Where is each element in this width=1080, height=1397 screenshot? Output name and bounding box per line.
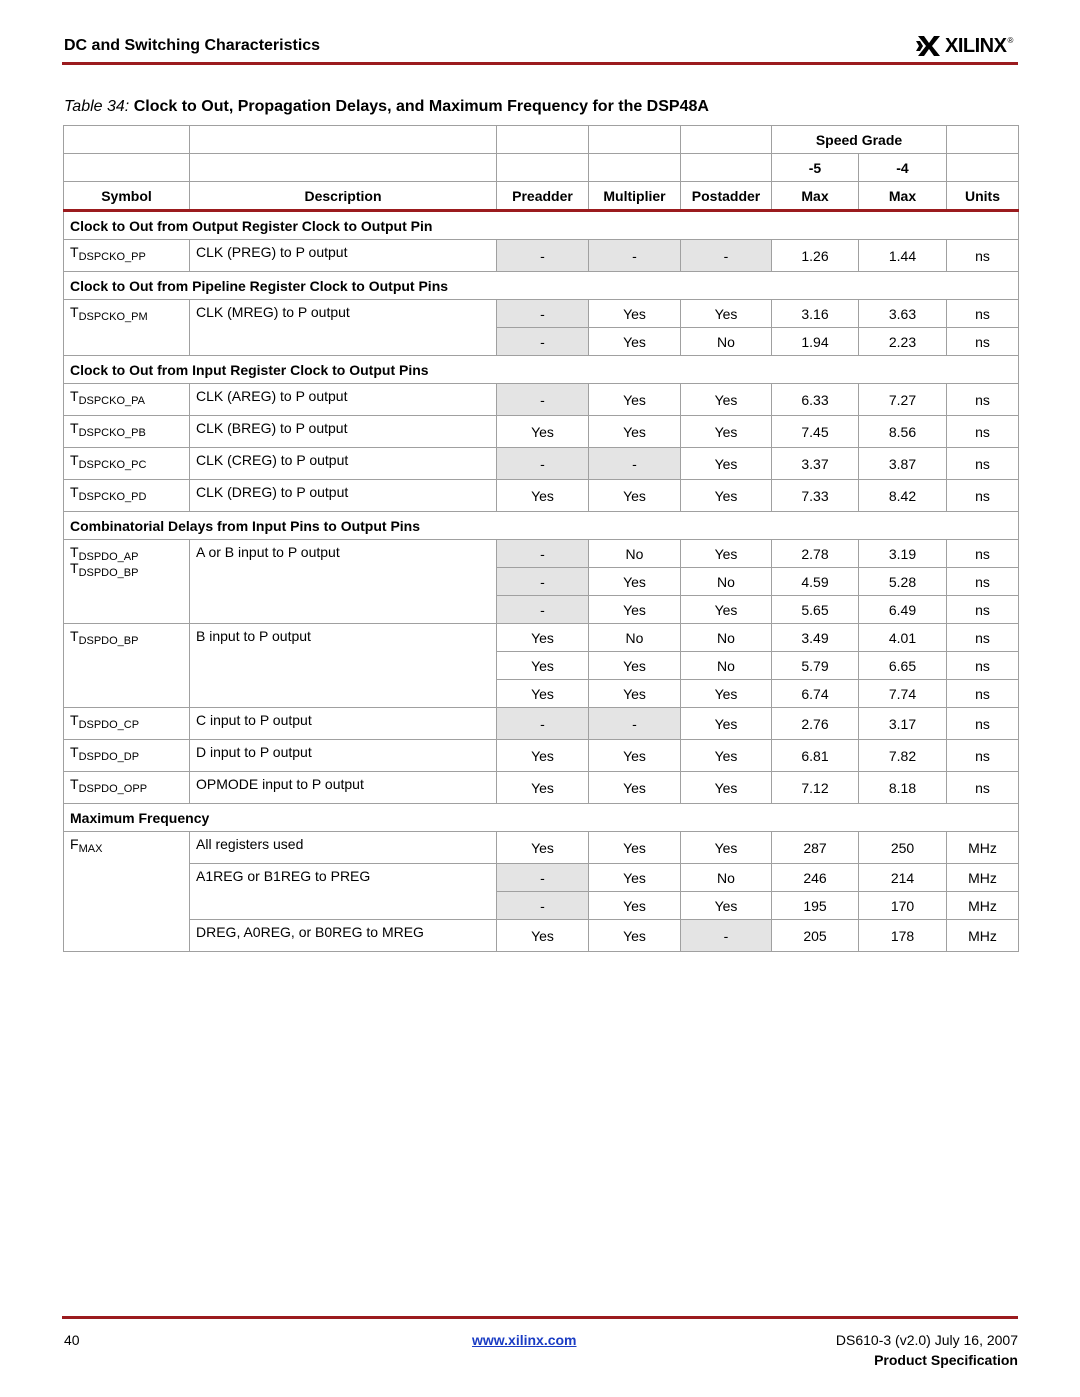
preadder-cell: Yes [497, 480, 589, 512]
description-cell: CLK (MREG) to P output [190, 300, 497, 356]
description-cell: OPMODE input to P output [190, 772, 497, 804]
section-title: Maximum Frequency [64, 804, 1019, 832]
table-row [64, 540, 1019, 568]
table-row [64, 772, 1019, 804]
section-title: Clock to Out from Pipeline Register Clock to Output Pins [64, 272, 1019, 300]
section-row [64, 211, 1019, 240]
max-5-cell: 1.94 [772, 328, 859, 356]
postadder-header: Postadder [681, 182, 772, 211]
page-number: 40 [64, 1332, 80, 1348]
multiplier-cell: Yes [589, 652, 681, 680]
units-cell: ns [947, 540, 1019, 568]
symbol-subscript: DSPCKO_PC [78, 459, 147, 471]
description-cell: CLK (DREG) to P output [190, 480, 497, 512]
preadder-cell: Yes [497, 772, 589, 804]
symbol-subscript: MAX [78, 843, 103, 855]
symbol-letter: T [70, 244, 79, 260]
multiplier-cell: No [589, 624, 681, 652]
max-5-cell: 4.59 [772, 568, 859, 596]
max-5-cell: 5.79 [772, 652, 859, 680]
symbol-letter: T [70, 544, 79, 560]
preadder-cell: - [497, 596, 589, 624]
symbol-subscript: DSPCKO_PA [78, 395, 145, 407]
multiplier-cell: Yes [589, 772, 681, 804]
max-5-cell: 6.33 [772, 384, 859, 416]
postadder-cell: Yes [681, 480, 772, 512]
symbol-header: Symbol [64, 182, 190, 211]
symbol-letter: T [70, 628, 79, 644]
units-cell: ns [947, 416, 1019, 448]
section-title: Clock to Out from Output Register Clock to Output Pin [64, 211, 1019, 240]
symbol-subscript: DSPCKO_PD [78, 491, 147, 503]
max-4-cell: 2.23 [859, 328, 947, 356]
max-4-header: Max [859, 182, 947, 211]
max-4-cell: 214 [859, 864, 947, 892]
postadder-cell: Yes [681, 448, 772, 480]
multiplier-cell: Yes [589, 384, 681, 416]
description-cell: CLK (PREG) to P output [190, 240, 497, 272]
symbol-subscript: DSPDO_OPP [78, 783, 148, 795]
preadder-cell: - [497, 384, 589, 416]
units-cell: ns [947, 740, 1019, 772]
max-4-cell: 8.42 [859, 480, 947, 512]
max-4-cell: 7.82 [859, 740, 947, 772]
speed-grade-header: Speed Grade [772, 126, 947, 154]
units-cell: ns [947, 328, 1019, 356]
max-4-cell: 3.87 [859, 448, 947, 480]
symbol-cell [64, 832, 190, 952]
header-row-speed-grade [64, 126, 1019, 154]
units-cell: ns [947, 680, 1019, 708]
preadder-header: Preadder [497, 182, 589, 211]
preadder-cell: - [497, 240, 589, 272]
multiplier-header: Multiplier [589, 182, 681, 211]
postadder-cell: No [681, 624, 772, 652]
max-5-cell: 246 [772, 864, 859, 892]
units-cell: MHz [947, 864, 1019, 892]
multiplier-cell: Yes [589, 892, 681, 920]
units-cell: MHz [947, 832, 1019, 864]
table-row [64, 240, 1019, 272]
multiplier-cell: Yes [589, 864, 681, 892]
symbol-letter: T [70, 420, 79, 436]
table-row [64, 624, 1019, 652]
multiplier-cell: Yes [589, 596, 681, 624]
multiplier-cell: Yes [589, 832, 681, 864]
units-cell: ns [947, 300, 1019, 328]
table-body [64, 211, 1019, 952]
symbol-subscript: DSPDO_BP [78, 635, 139, 647]
postadder-cell: Yes [681, 892, 772, 920]
logo-wordmark: XILINX [945, 34, 1007, 57]
symbol-letter: T [70, 484, 79, 500]
header-rule [62, 62, 1018, 65]
multiplier-cell: Yes [589, 920, 681, 952]
postadder-cell: No [681, 328, 772, 356]
table-row [64, 480, 1019, 512]
symbol-letter: T [70, 776, 79, 792]
registered-mark: ® [1007, 35, 1014, 45]
preadder-cell: - [497, 708, 589, 740]
description-cell: DREG, A0REG, or B0REG to MREG [190, 920, 497, 952]
multiplier-cell: Yes [589, 300, 681, 328]
max-5-cell: 7.33 [772, 480, 859, 512]
max-5-cell: 3.37 [772, 448, 859, 480]
preadder-cell: - [497, 448, 589, 480]
symbol-subscript: DSPDO_CP [78, 719, 140, 731]
description-cell: CLK (BREG) to P output [190, 416, 497, 448]
postadder-cell: Yes [681, 540, 772, 568]
units-cell: ns [947, 624, 1019, 652]
description-cell: CLK (AREG) to P output [190, 384, 497, 416]
multiplier-cell: Yes [589, 740, 681, 772]
xilinx-logo [916, 33, 1013, 59]
units-cell: ns [947, 480, 1019, 512]
symbol-cell [64, 240, 190, 272]
units-cell: MHz [947, 892, 1019, 920]
max-4-cell: 4.01 [859, 624, 947, 652]
product-specification-label: Product Specification [874, 1352, 1018, 1368]
max-4-cell: 3.63 [859, 300, 947, 328]
preadder-cell: Yes [497, 920, 589, 952]
max-4-cell: 1.44 [859, 240, 947, 272]
symbol-subscript: DSPDO_AP [78, 551, 139, 563]
grade-4-header: -4 [859, 154, 947, 182]
max-5-cell: 7.12 [772, 772, 859, 804]
preadder-cell: - [497, 568, 589, 596]
website-link[interactable]: www.xilinx.com [472, 1332, 577, 1348]
description-cell: A1REG or B1REG to PREG [190, 864, 497, 920]
preadder-cell: Yes [497, 832, 589, 864]
preadder-cell: Yes [497, 416, 589, 448]
table-row [64, 832, 1019, 864]
units-cell: ns [947, 596, 1019, 624]
symbol-letter: T [70, 560, 79, 576]
description-cell: C input to P output [190, 708, 497, 740]
table-row [64, 708, 1019, 740]
units-cell: MHz [947, 920, 1019, 952]
symbol-letter: T [70, 744, 79, 760]
table-row [64, 300, 1019, 328]
multiplier-cell: Yes [589, 328, 681, 356]
max-5-cell: 6.81 [772, 740, 859, 772]
multiplier-cell: - [589, 240, 681, 272]
preadder-cell: - [497, 300, 589, 328]
units-cell: ns [947, 652, 1019, 680]
section-row [64, 356, 1019, 384]
table-row [64, 920, 1019, 952]
units-cell: ns [947, 772, 1019, 804]
max-4-cell: 250 [859, 832, 947, 864]
postadder-cell: Yes [681, 416, 772, 448]
preadder-cell: Yes [497, 624, 589, 652]
max-4-cell: 3.17 [859, 708, 947, 740]
max-4-cell: 7.27 [859, 384, 947, 416]
symbol-subscript: DSPCKO_PP [78, 251, 146, 263]
symbol-subscript: DSPCKO_PB [78, 427, 146, 439]
max-4-cell: 8.18 [859, 772, 947, 804]
max-5-cell: 2.76 [772, 708, 859, 740]
section-row [64, 804, 1019, 832]
multiplier-cell: Yes [589, 480, 681, 512]
postadder-cell: Yes [681, 300, 772, 328]
postadder-cell: Yes [681, 680, 772, 708]
description-header: Description [190, 182, 497, 211]
postadder-cell: Yes [681, 708, 772, 740]
symbol-letter: T [70, 388, 79, 404]
max-4-cell: 170 [859, 892, 947, 920]
symbol-cell [64, 448, 190, 480]
dsp48a-timing-table [63, 125, 1019, 952]
symbol-subscript: DSPCKO_PM [78, 311, 148, 323]
postadder-cell: - [681, 920, 772, 952]
max-5-cell: 5.65 [772, 596, 859, 624]
document-id: DS610-3 (v2.0) July 16, 2007 [835, 1332, 1018, 1348]
postadder-cell: No [681, 864, 772, 892]
footer-rule [62, 1316, 1018, 1319]
multiplier-cell: Yes [589, 416, 681, 448]
symbol-letter: F [70, 836, 79, 852]
description-cell: All registers used [190, 832, 497, 864]
symbol-letter: T [70, 712, 79, 728]
caption-label: Table 34: [64, 98, 130, 115]
max-5-cell: 2.78 [772, 540, 859, 568]
max-4-cell: 7.74 [859, 680, 947, 708]
table-row [64, 384, 1019, 416]
multiplier-cell: - [589, 708, 681, 740]
max-4-cell: 178 [859, 920, 947, 952]
symbol-cell [64, 416, 190, 448]
symbol-cell [64, 708, 190, 740]
table-row [64, 740, 1019, 772]
section-row [64, 512, 1019, 540]
description-cell: D input to P output [190, 740, 497, 772]
max-4-cell: 5.28 [859, 568, 947, 596]
caption-title: Clock to Out, Propagation Delays, and Maximum Frequency for the DSP48A [133, 98, 709, 115]
section-row [64, 272, 1019, 300]
preadder-cell: - [497, 328, 589, 356]
preadder-cell: - [497, 540, 589, 568]
table-row [64, 416, 1019, 448]
preadder-cell: - [497, 892, 589, 920]
symbol-cell [64, 772, 190, 804]
units-cell: ns [947, 240, 1019, 272]
description-cell: CLK (CREG) to P output [190, 448, 497, 480]
max-5-cell: 205 [772, 920, 859, 952]
table-row [64, 864, 1019, 892]
max-5-cell: 3.16 [772, 300, 859, 328]
preadder-cell: Yes [497, 652, 589, 680]
symbol-cell [64, 540, 190, 624]
multiplier-cell: Yes [589, 680, 681, 708]
table-row [64, 448, 1019, 480]
page-header-title: DC and Switching Characteristics [64, 37, 321, 54]
postadder-cell: Yes [681, 772, 772, 804]
max-4-cell: 6.65 [859, 652, 947, 680]
postadder-cell: Yes [681, 832, 772, 864]
units-cell: ns [947, 448, 1019, 480]
grade-5-header: -5 [772, 154, 859, 182]
max-4-cell: 3.19 [859, 540, 947, 568]
postadder-cell: - [681, 240, 772, 272]
max-5-cell: 7.45 [772, 416, 859, 448]
symbol-cell [64, 624, 190, 708]
max-5-header: Max [772, 182, 859, 211]
postadder-cell: No [681, 568, 772, 596]
multiplier-cell: Yes [589, 568, 681, 596]
section-title: Clock to Out from Input Register Clock to Output Pins [64, 356, 1019, 384]
multiplier-cell: - [589, 448, 681, 480]
header-row-columns [64, 182, 1019, 211]
symbol-cell [64, 740, 190, 772]
max-5-cell: 6.74 [772, 680, 859, 708]
symbol-subscript: DSPDO_DP [78, 751, 140, 763]
max-5-cell: 1.26 [772, 240, 859, 272]
units-header: Units [947, 182, 1019, 211]
units-cell: ns [947, 708, 1019, 740]
units-cell: ns [947, 384, 1019, 416]
max-5-cell: 287 [772, 832, 859, 864]
postadder-cell: No [681, 652, 772, 680]
preadder-cell: - [497, 864, 589, 892]
preadder-cell: Yes [497, 740, 589, 772]
symbol-letter: T [70, 304, 79, 320]
header-row-grades [64, 154, 1019, 182]
max-5-cell: 3.49 [772, 624, 859, 652]
postadder-cell: Yes [681, 384, 772, 416]
description-cell: B input to P output [190, 624, 497, 708]
table-caption [64, 98, 709, 116]
max-4-cell: 6.49 [859, 596, 947, 624]
symbol-letter: T [70, 452, 79, 468]
xilinx-x-icon [916, 33, 942, 59]
postadder-cell: Yes [681, 596, 772, 624]
section-title: Combinatorial Delays from Input Pins to Output Pins [64, 512, 1019, 540]
units-cell: ns [947, 568, 1019, 596]
symbol-cell [64, 300, 190, 356]
max-5-cell: 195 [772, 892, 859, 920]
preadder-cell: Yes [497, 680, 589, 708]
postadder-cell: Yes [681, 740, 772, 772]
description-cell: A or B input to P output [190, 540, 497, 624]
symbol-subscript: DSPDO_BP [78, 567, 139, 579]
max-4-cell: 8.56 [859, 416, 947, 448]
symbol-cell [64, 480, 190, 512]
symbol-cell [64, 384, 190, 416]
multiplier-cell: No [589, 540, 681, 568]
